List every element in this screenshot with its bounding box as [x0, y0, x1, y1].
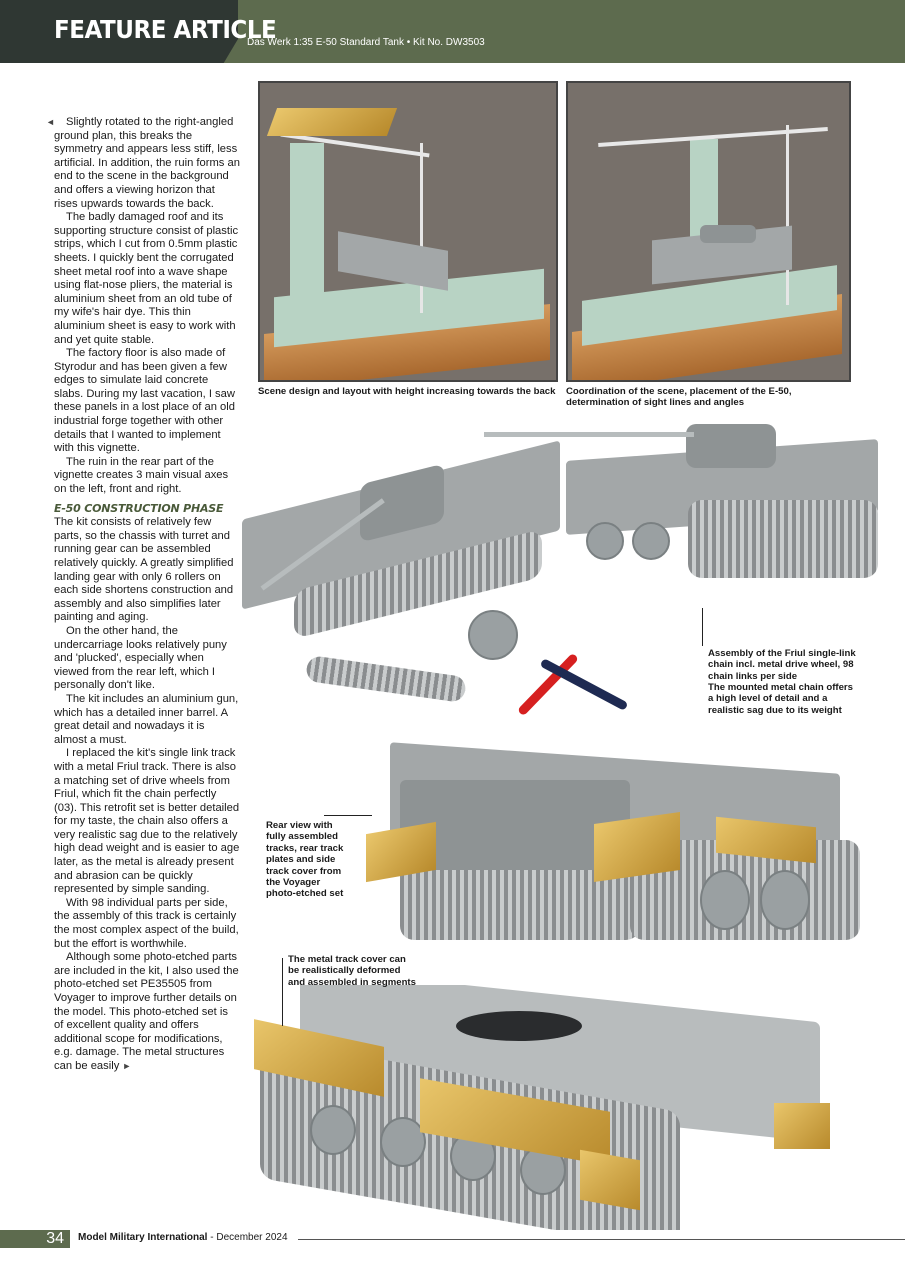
- ruin-wall: [290, 143, 324, 313]
- drive-wheel: [468, 610, 518, 660]
- caption-photo3-a: Assembly of the Friul single-link chain incl. metal drive wheel, 98 chain links per side: [708, 648, 856, 682]
- paragraph-text: Although some photo-etched parts are included in the kit, I also used the photo-etched set PE35505 from Voyager to improve further details on the model. This photo-etched set is of excellent quality and offers additional scope for modifications, e.g. damage. The metal structures can be easily: [54, 951, 239, 1072]
- page-number-box: [0, 1230, 70, 1248]
- tank-hull: [338, 231, 448, 290]
- road-wheel: [760, 870, 810, 930]
- paragraph: The badly damaged roof and its supporting structure consist of plastic strips, which I cut from 0.5mm plastic sheets. I quickly bent the corrugated sheet metal roof into a wave shape using flat-nose pliers, the material is aluminium sheet from an old tube of my wife's hair dye. This thin aluminium sheet is easy to work with and yet quite stable.: [54, 211, 239, 346]
- continued-arrow-left-icon: ◄: [46, 117, 55, 127]
- caption-photo1: Scene design and layout with height increasing towards the back: [258, 386, 556, 397]
- leader-line: [324, 815, 372, 816]
- turret-ring: [456, 1011, 582, 1041]
- tank-gun-right: [484, 432, 694, 437]
- paragraph: The kit consists of relatively few parts, so the chassis with turret and running gear can be assembled relatively quickly. A greatly simplified landing gear with only 6 rollers on each side shortens construction and assembly and also simplifies later painting and aging.: [54, 516, 234, 624]
- section-title: FEATURE ARTICLE: [54, 15, 277, 44]
- photo-rear-view: [350, 740, 880, 960]
- continued-arrow-right-icon: ►: [122, 1060, 132, 1071]
- paragraph: The kit includes an aluminium gun, which has a detailed inner barrel. A great detail and nowadays it is almost a must.: [54, 692, 239, 746]
- track-cover-segment: [580, 1150, 640, 1211]
- photo-track-cover: [250, 985, 850, 1230]
- roof-post: [786, 125, 789, 305]
- road-wheel: [632, 522, 670, 560]
- issue-date: - December 2024: [207, 1232, 288, 1243]
- roof-post: [420, 143, 423, 313]
- paragraph: [54, 951, 240, 1073]
- road-wheel: [310, 1105, 356, 1155]
- footer-text: [78, 1232, 288, 1243]
- paragraph: On the other hand, the undercarriage looks relatively puny and 'plucked', especially when viewed from the rear left, which I personally don't like.: [54, 624, 227, 692]
- article-subtitle: Das Werk 1:35 E-50 Standard Tank • Kit No. DW3503: [247, 37, 485, 48]
- loose-track-links: [305, 655, 467, 703]
- photo-scene-layout: [258, 81, 558, 382]
- road-wheel: [586, 522, 624, 560]
- leader-line: [282, 958, 283, 1026]
- corrugated-roof: [267, 108, 397, 136]
- rear-track-plate: [774, 1103, 830, 1149]
- caption-photo2: Coordination of the scene, placement of the E-50, determination of sight lines and angles: [566, 386, 792, 409]
- paragraph: The factory floor is also made of Styrodur and has been given a few edges to simulate laid concrete slabs. During my last vacation, I saw these panels in a lost place of an old industrial forge together with other details that I wanted to implement with this vignette.: [54, 347, 235, 455]
- page-number: 34: [46, 1230, 64, 1247]
- caption-photo5: The metal track cover can be realistically deformed and assembled in segments: [288, 954, 416, 988]
- section-heading: E-50 CONSTRUCTION PHASE: [54, 501, 224, 515]
- track-right: [688, 500, 878, 578]
- caption-photo3-b: The mounted metal chain offers a high level of detail and a realistic sag due to its weight: [708, 682, 853, 716]
- paragraph: With 98 individual parts per side, the assembly of this track is certainly the most complex aspect of the build, but the effort is worthwhile.: [54, 896, 239, 950]
- paragraph: The ruin in the rear part of the vignette creates 3 main visual axes on the left, front and right.: [54, 455, 229, 496]
- caption-photo4: Rear view with fully assembled tracks, rear track plates and side track cover from the Voyager photo-etched set: [266, 820, 344, 900]
- leader-line: [702, 608, 703, 646]
- photo-etched-track-plate: [594, 812, 680, 882]
- road-wheel: [700, 870, 750, 930]
- paragraph: I replaced the kit's single link track with a metal Friul track. There is also a matching set of drive wheels from Friul, which fit the chain perfectly (03). This retrofit set is better detailed for my taste, the chain also offers a very realistic sag due to the relatively high dead weight and is easier to age later, as the metal is already present and abrasion can be quickly represented by simple sanding.: [54, 747, 240, 896]
- footer-rule: [298, 1239, 905, 1240]
- tank-turret: [700, 225, 756, 243]
- tank-turret-right: [686, 424, 776, 468]
- article-column: [46, 116, 240, 1074]
- paragraph: Slightly rotated to the right-angled ground plan, this breaks the symmetry and appears less stiff, less artificial. In addition, the ruin forms an end to the scene in the background and offers a viewing horizon that rises upwards towards the back.: [54, 116, 240, 210]
- magazine-name: Model Military International: [78, 1232, 208, 1243]
- photo-scene-coordination: [566, 81, 851, 382]
